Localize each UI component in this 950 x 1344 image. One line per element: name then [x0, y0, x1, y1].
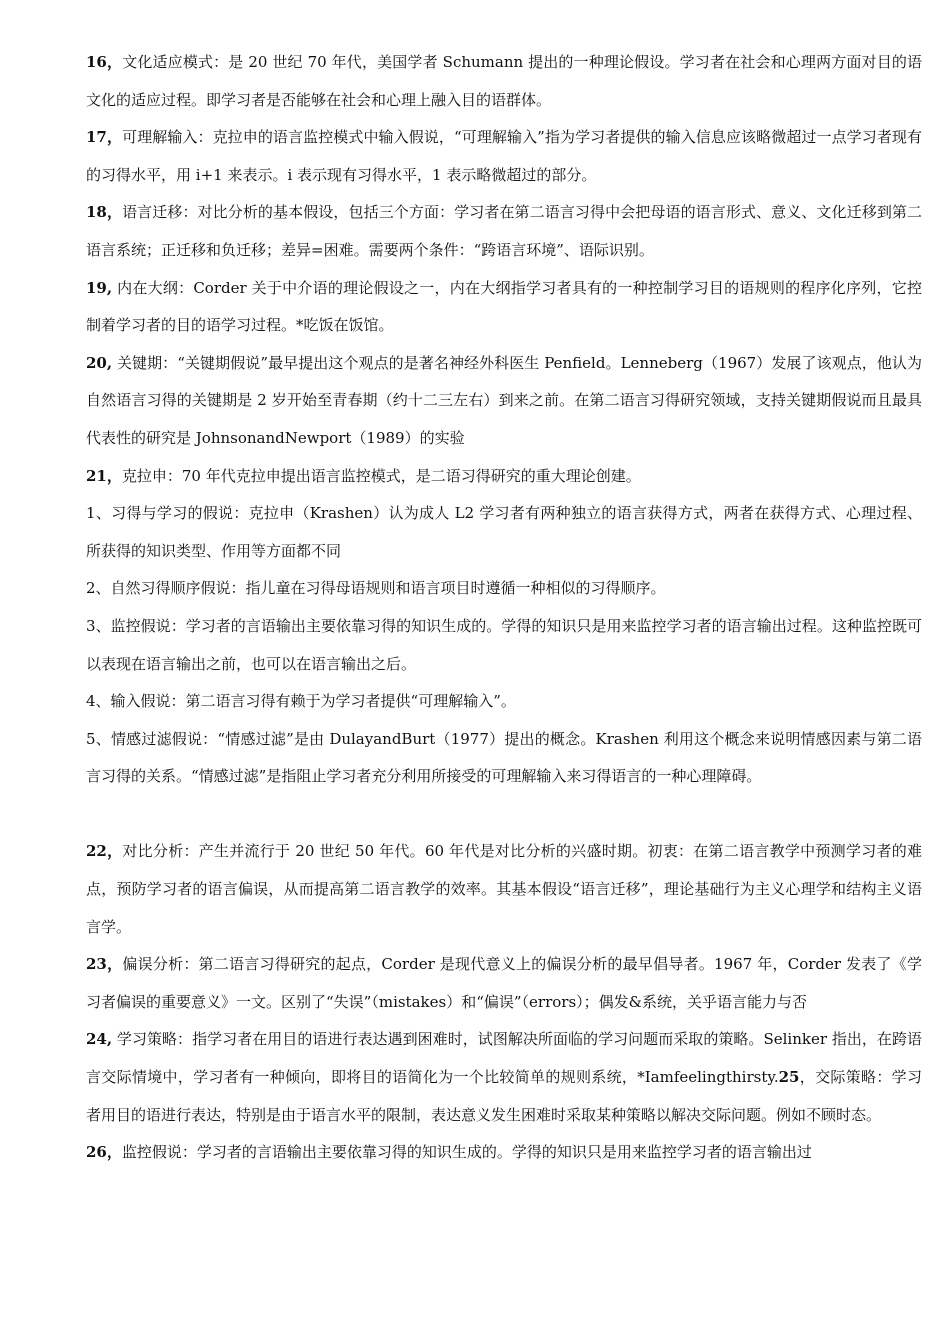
hypothesis-3	[86, 608, 922, 683]
item-text: 关键期：“关键期假说”最早提出这个观点的是著名神经外科医生 Penfield。Lenneberg（1967）发展了该观点，他认为自然语言习得的关键期是 2 岁开始至青春期（约十二三左右）到来之前。在第二语言习得研究领域，支持关键期假说而且最具代表性的研究是 JohnsonandNewport（1989）的实验	[86, 353, 922, 447]
item-text: 偏误分析：第二语言习得研究的起点，Corder 是现代意义上的偏误分析的最早倡导者。1967 年，Corder 发表了《学习者偏误的重要意义》一文。区别了“失误”（mistakes）和“偏误”（errors）；偶发&系统，关乎语言能力与否	[86, 955, 923, 1011]
item-text: 克拉申：70 年代克拉申提出语言监控模式，是二语习得研究的重大理论创建。	[121, 466, 641, 485]
hypothesis-1	[86, 495, 922, 570]
item-text: 文化适应模式：是 20 世纪 70 年代，美国学者 Schumann 提出的一种理论假设。学习者在社会和心理两方面对目的语文化的适应过程。即学习者是否能够在社会和心理上融入目的语群体。	[86, 53, 923, 109]
item-number: 25	[778, 1068, 800, 1087]
blank-line	[86, 796, 922, 834]
item-number: 23，	[86, 955, 123, 974]
hypothesis-2	[86, 570, 922, 608]
document-page	[86, 44, 922, 1172]
item-text: 语言迁移：对比分析的基本假设，包括三个方面：学习者在第二语言习得中会把母语的语言形式、意义、文化迁移到第二语言系统；正迁移和负迁移；差异=困难。需要两个条件：“跨语言环境”、语际识别。	[86, 203, 923, 259]
item-number: 17，	[86, 128, 123, 147]
item-number: 21，	[86, 466, 122, 485]
item-number: 20,	[86, 353, 113, 372]
hypothesis-5	[86, 721, 922, 796]
item-text: 4、输入假说：第二语言习得有赖于为学习者提供“可理解输入”。	[86, 692, 516, 711]
paragraph-16	[86, 44, 922, 119]
paragraph-21	[86, 458, 922, 496]
item-text: 2、自然习得顺序假说：指儿童在习得母语规则和语言项目时遵循一种相似的习得顺序。	[86, 579, 666, 598]
item-text: 内在大纲：Corder 关于中介语的理论假设之一，内在大纲指学习者具有的一种控制学习目的语规则的程序化序列，它控制着学习者的目的语学习过程。*吃饭在饭馆。	[86, 278, 922, 335]
item-number: 26，	[86, 1143, 122, 1162]
item-number: 16，	[86, 53, 123, 71]
paragraph-23	[86, 946, 922, 1021]
item-text: 1、习得与学习的假说：克拉申（Krashen）认为成人 L2 学习者有两种独立的语言获得方式，两者在获得方式、心理过程、所获得的知识类型、作用等方面都不同	[86, 504, 922, 560]
paragraph-24-25	[86, 1021, 922, 1134]
paragraph-18	[86, 194, 922, 269]
paragraph-26	[86, 1134, 922, 1172]
paragraph-17	[86, 119, 922, 194]
item-number: 24,	[86, 1030, 113, 1049]
item-text: 对比分析：产生并流行于 20 世纪 50 年代。60 年代是对比分析的兴盛时期。初衷：在第二语言教学中预测学习者的难点，预防学习者的语言偏误，从而提高第二语言教学的效率。其基本假设“语言迁移”，理论基础行为主义心理学和结构主义语言学。	[86, 842, 922, 936]
paragraph-19	[86, 270, 922, 345]
item-text: 可理解输入：克拉申的语言监控模式中输入假说，“可理解输入”指为学习者提供的输入信息应该略微超过一点学习者现有的习得水平，用 i+1 来表示。i 表示现有习得水平，1 表示略微超过的部分。	[86, 128, 923, 184]
item-text: 监控假说：学习者的言语输出主要依靠习得的知识生成的。学得的知识只是用来监控学习者的语言输出过	[121, 1143, 812, 1162]
item-text: 5、情感过滤假说：“情感过滤”是由 DulayandBurt（1977）提出的概念。Krashen 利用这个概念来说明情感因素与第二语言习得的关系。“情感过滤”是指阻止学习者充分利用所接受的可理解输入来习得语言的一种心理障碍。	[86, 729, 922, 786]
item-text: 学习策略：指学习者在用目的语进行表达遇到困难时，试图解决所面临的学习问题而采取的策略。Selinker 指出，在跨语言交际情境中，学习者有一种倾向，即将目的语简化为一个比较简单的规则系统，*Iamfeelingthirsty.	[86, 1030, 922, 1087]
paragraph-22	[86, 833, 922, 946]
paragraph-20	[86, 345, 922, 458]
item-number: 19,	[86, 278, 113, 297]
item-number: 18，	[86, 203, 123, 222]
item-text: ，交际策略：学习者用目的语进行表达，特别是由于语言水平的限制，表达意义发生困难时采取某种策略以解决交际问题。例如不顾时态。	[86, 1068, 922, 1124]
hypothesis-4	[86, 683, 922, 721]
item-number: 22，	[86, 842, 123, 861]
item-text: 3、监控假说：学习者的言语输出主要依靠习得的知识生成的。学得的知识只是用来监控学习者的语言输出过程。这种监控既可以表现在语言输出之前，也可以在语言输出之后。	[86, 616, 922, 673]
